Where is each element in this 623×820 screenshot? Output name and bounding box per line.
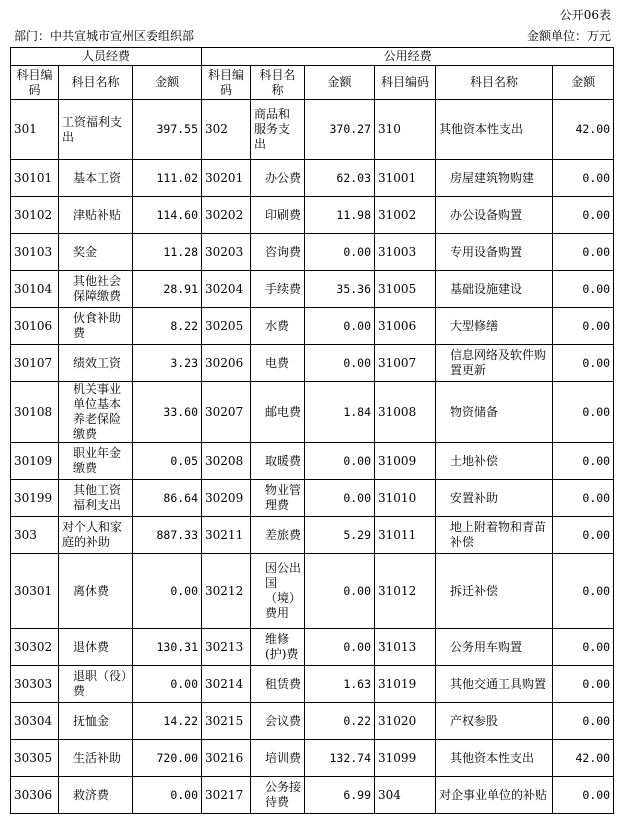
cell-code: 30215: [202, 703, 251, 740]
cell-code: 30103: [11, 234, 59, 271]
cell-name: 拆迁补偿: [436, 554, 553, 629]
cell-code: 31007: [375, 345, 436, 382]
cell-amount: 370.27: [305, 100, 375, 160]
cell-name: 水费: [251, 308, 305, 345]
table-row: [11, 740, 614, 777]
cell-name: 其他资本性支出: [436, 740, 553, 777]
cell-name: 印刷费: [251, 197, 305, 234]
column-header-name: 科目名称: [251, 66, 305, 100]
table-row: [11, 271, 614, 308]
cell-code: 30102: [11, 197, 59, 234]
cell-amount: 3.23: [133, 345, 202, 382]
cell-code: 31013: [375, 629, 436, 666]
cell-code: 31001: [375, 160, 436, 197]
cell-name: 奖金: [59, 234, 133, 271]
cell-amount: 0.00: [553, 197, 614, 234]
cell-name: 差旅费: [251, 517, 305, 554]
cell-name: 其他交通工具购置: [436, 666, 553, 703]
cell-amount: 35.36: [305, 271, 375, 308]
cell-code: 30205: [202, 308, 251, 345]
cell-code: 31003: [375, 234, 436, 271]
cell-amount: 397.55: [133, 100, 202, 160]
cell-amount: 1.63: [305, 666, 375, 703]
cell-name: 退休费: [59, 629, 133, 666]
table-row: [11, 443, 614, 480]
cell-name: 基本工资: [59, 160, 133, 197]
cell-name: 物业管理费: [251, 480, 305, 517]
cell-code: 30209: [202, 480, 251, 517]
group-personnel: 人员经费: [11, 48, 202, 66]
cell-name: 房屋建筑物购建: [436, 160, 553, 197]
cell-amount: 0.00: [553, 308, 614, 345]
column-header-amount: 金额: [553, 66, 614, 100]
cell-amount: 0.00: [305, 308, 375, 345]
cell-amount: 42.00: [553, 740, 614, 777]
cell-name: 办公费: [251, 160, 305, 197]
cell-name: 公务用车购置: [436, 629, 553, 666]
cell-amount: 0.00: [553, 382, 614, 443]
table-row: [11, 480, 614, 517]
cell-code: 30109: [11, 443, 59, 480]
cell-code: 304: [375, 777, 436, 814]
cell-name: 离休费: [59, 554, 133, 629]
cell-code: 31005: [375, 271, 436, 308]
cell-amount: 5.29: [305, 517, 375, 554]
cell-amount: 33.60: [133, 382, 202, 443]
cell-code: 301: [11, 100, 59, 160]
table-row: [11, 703, 614, 740]
cell-code: 31006: [375, 308, 436, 345]
cell-code: 30303: [11, 666, 59, 703]
table-row: [11, 100, 614, 160]
cell-code: 30206: [202, 345, 251, 382]
cell-code: 30212: [202, 554, 251, 629]
cell-code: 30101: [11, 160, 59, 197]
cell-amount: 0.00: [553, 629, 614, 666]
cell-name: 会议费: [251, 703, 305, 740]
column-header-amount: 金额: [133, 66, 202, 100]
cell-name: 津贴补贴: [59, 197, 133, 234]
cell-code: 30203: [202, 234, 251, 271]
table-row: [11, 308, 614, 345]
cell-code: 30201: [202, 160, 251, 197]
cell-name: 职业年金缴费: [59, 443, 133, 480]
cell-code: 310: [375, 100, 436, 160]
cell-amount: 0.00: [305, 629, 375, 666]
cell-name: 退职（役）费: [59, 666, 133, 703]
cell-name: 商品和服务支出: [251, 100, 305, 160]
cell-name: 取暖费: [251, 443, 305, 480]
cell-name: 救济费: [59, 777, 133, 814]
cell-amount: 0.00: [305, 554, 375, 629]
cell-amount: 0.00: [305, 480, 375, 517]
table-row: [11, 666, 614, 703]
cell-name: 租赁费: [251, 666, 305, 703]
cell-name: 机关事业单位基本养老保险缴费: [59, 382, 133, 443]
cell-name: 电费: [251, 345, 305, 382]
cell-name: 对企事业单位的补贴: [436, 777, 553, 814]
cell-name: 邮电费: [251, 382, 305, 443]
cell-amount: 0.00: [553, 160, 614, 197]
column-header-name: 科目名称: [436, 66, 553, 100]
cell-name: 大型修缮: [436, 308, 553, 345]
cell-code: 30304: [11, 703, 59, 740]
cell-amount: 0.00: [305, 234, 375, 271]
cell-code: 30199: [11, 480, 59, 517]
table-row: [11, 777, 614, 814]
column-header-code: 科目编码: [375, 66, 436, 100]
cell-code: 30216: [202, 740, 251, 777]
table-row: [11, 197, 614, 234]
column-header-code: 科目编码: [11, 66, 59, 100]
cell-amount: 0.00: [553, 480, 614, 517]
group-public: 公用经费: [202, 48, 614, 66]
cell-amount: 62.03: [305, 160, 375, 197]
cell-code: 30301: [11, 554, 59, 629]
table-row: [11, 345, 614, 382]
cell-amount: 0.00: [305, 443, 375, 480]
cell-amount: 111.02: [133, 160, 202, 197]
cell-code: 31019: [375, 666, 436, 703]
cell-amount: 132.74: [305, 740, 375, 777]
cell-name: 咨询费: [251, 234, 305, 271]
unit-label: 金额单位：万元: [526, 29, 611, 43]
cell-amount: 0.05: [133, 443, 202, 480]
cell-amount: 0.00: [553, 271, 614, 308]
cell-amount: 86.64: [133, 480, 202, 517]
cell-name: 生活补助: [59, 740, 133, 777]
cell-amount: 130.31: [133, 629, 202, 666]
cell-name: 基础设施建设: [436, 271, 553, 308]
column-header-amount: 金额: [305, 66, 375, 100]
table-row: [11, 629, 614, 666]
cell-code: 30202: [202, 197, 251, 234]
cell-name: 物资储备: [436, 382, 553, 443]
cell-name: 维修(护)费: [251, 629, 305, 666]
cell-amount: 42.00: [553, 100, 614, 160]
cell-code: 31009: [375, 443, 436, 480]
cell-name: 专用设备购置: [436, 234, 553, 271]
cell-amount: 28.91: [133, 271, 202, 308]
cell-amount: 0.00: [133, 666, 202, 703]
cell-name: 公务接待费: [251, 777, 305, 814]
cell-amount: 11.98: [305, 197, 375, 234]
cell-amount: 1.84: [305, 382, 375, 443]
cell-name: 绩效工资: [59, 345, 133, 382]
cell-name: 其他资本性支出: [436, 100, 553, 160]
cell-amount: 0.00: [133, 554, 202, 629]
cell-code: 30108: [11, 382, 59, 443]
cell-amount: 720.00: [133, 740, 202, 777]
cell-name: 产权参股: [436, 703, 553, 740]
cell-code: 303: [11, 517, 59, 554]
column-header-name: 科目名称: [59, 66, 133, 100]
cell-code: 302: [202, 100, 251, 160]
table-number: 公开06表: [559, 8, 611, 22]
cell-name: 培训费: [251, 740, 305, 777]
cell-name: 对个人和家庭的补助: [59, 517, 133, 554]
cell-amount: 0.00: [553, 703, 614, 740]
cell-name: 土地补偿: [436, 443, 553, 480]
cell-name: 信息网络及软件购置更新: [436, 345, 553, 382]
column-header-code: 科目编码: [202, 66, 251, 100]
cell-code: 30213: [202, 629, 251, 666]
cell-name: 因公出国（境）费用: [251, 554, 305, 629]
cell-name: 伙食补助费: [59, 308, 133, 345]
cell-amount: 8.22: [133, 308, 202, 345]
cell-amount: 11.28: [133, 234, 202, 271]
cell-code: 31011: [375, 517, 436, 554]
cell-name: 工资福利支出: [59, 100, 133, 160]
cell-code: 30107: [11, 345, 59, 382]
cell-code: 30306: [11, 777, 59, 814]
cell-code: 30204: [202, 271, 251, 308]
expenditure-table: [10, 47, 614, 814]
cell-code: 31002: [375, 197, 436, 234]
cell-name: 手续费: [251, 271, 305, 308]
cell-code: 30214: [202, 666, 251, 703]
cell-code: 30208: [202, 443, 251, 480]
table-row: [11, 554, 614, 629]
cell-amount: 0.00: [553, 554, 614, 629]
table-row: [11, 234, 614, 271]
cell-name: 其他社会保障缴费: [59, 271, 133, 308]
cell-name: 地上附着物和青苗补偿: [436, 517, 553, 554]
cell-amount: 14.22: [133, 703, 202, 740]
department-label: 部门：中共宣城市宣州区委组织部: [14, 29, 195, 43]
cell-code: 31020: [375, 703, 436, 740]
cell-code: 30211: [202, 517, 251, 554]
table-row: [11, 517, 614, 554]
table-row: [11, 382, 614, 443]
cell-amount: 0.00: [553, 443, 614, 480]
cell-code: 30302: [11, 629, 59, 666]
cell-amount: 0.00: [553, 517, 614, 554]
cell-amount: 114.60: [133, 197, 202, 234]
cell-amount: 0.00: [553, 234, 614, 271]
cell-code: 31008: [375, 382, 436, 443]
cell-code: 30106: [11, 308, 59, 345]
cell-code: 30207: [202, 382, 251, 443]
cell-amount: 0.00: [553, 777, 614, 814]
cell-name: 安置补助: [436, 480, 553, 517]
cell-name: 其他工资福利支出: [59, 480, 133, 517]
cell-amount: 6.99: [305, 777, 375, 814]
cell-code: 30104: [11, 271, 59, 308]
cell-code: 30305: [11, 740, 59, 777]
cell-name: 抚恤金: [59, 703, 133, 740]
cell-code: 31012: [375, 554, 436, 629]
cell-amount: 0.00: [553, 666, 614, 703]
cell-amount: 0.00: [133, 777, 202, 814]
cell-amount: 0.00: [553, 345, 614, 382]
table-row: [11, 160, 614, 197]
cell-amount: 0.00: [305, 345, 375, 382]
cell-amount: 0.22: [305, 703, 375, 740]
cell-code: 31010: [375, 480, 436, 517]
cell-amount: 887.33: [133, 517, 202, 554]
cell-code: 31099: [375, 740, 436, 777]
cell-name: 办公设备购置: [436, 197, 553, 234]
cell-code: 30217: [202, 777, 251, 814]
